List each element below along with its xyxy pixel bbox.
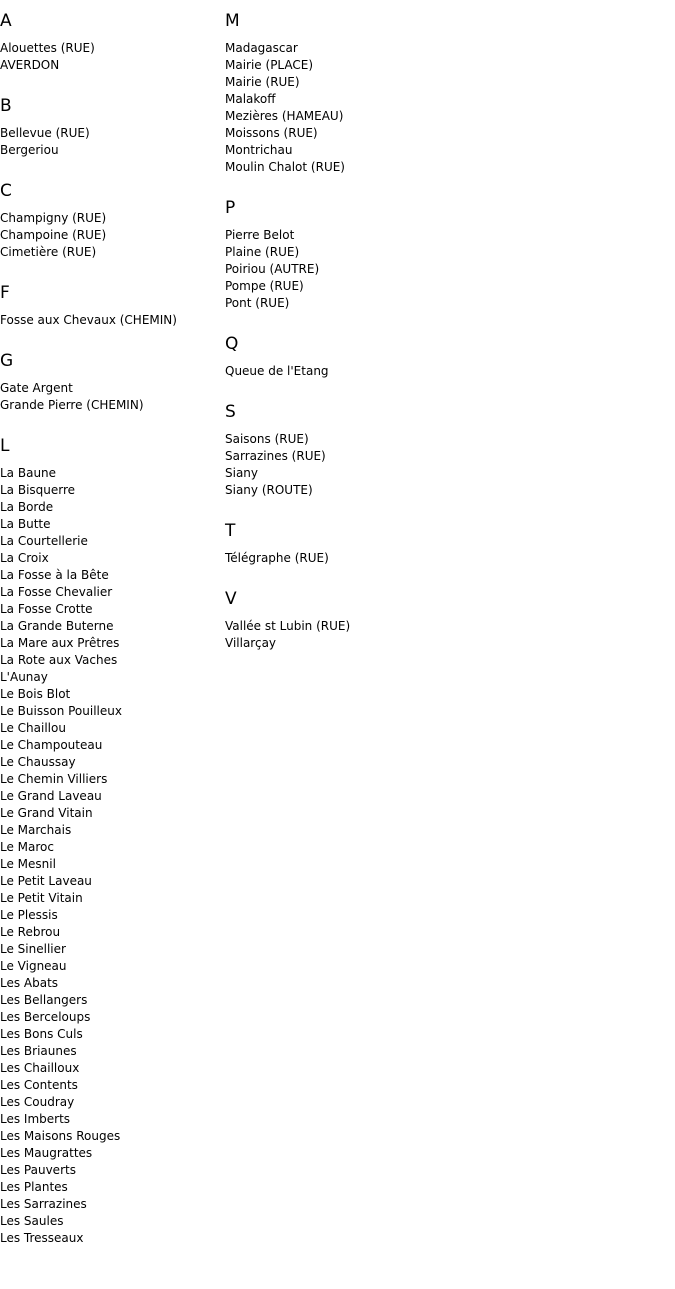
street-link[interactable]: Le Mesnil xyxy=(0,857,56,871)
street-link[interactable]: Les Berceloups xyxy=(0,1010,91,1024)
street-link[interactable]: La Baune xyxy=(0,466,57,480)
street-link[interactable]: Le Chaillou xyxy=(0,721,66,735)
street-link[interactable]: Les Plantes xyxy=(0,1180,68,1194)
street-list xyxy=(225,40,450,176)
street-link[interactable]: Champigny (RUE) xyxy=(0,211,107,225)
street-link[interactable]: La Courtellerie xyxy=(0,534,88,548)
street-link[interactable]: Les Coudray xyxy=(0,1095,75,1109)
right-column xyxy=(225,10,450,673)
street-link[interactable]: La Fosse à la Bête xyxy=(0,568,109,582)
street-link[interactable]: Alouettes (RUE) xyxy=(0,41,95,55)
street-list xyxy=(0,312,225,329)
street-link[interactable]: Le Champouteau xyxy=(0,738,103,752)
section-letter-heading: L xyxy=(0,436,10,456)
street-link[interactable]: Cimetière (RUE) xyxy=(0,245,97,259)
street-link[interactable]: Champoine (RUE) xyxy=(0,228,107,242)
street-link[interactable]: Poiriou (AUTRE) xyxy=(225,262,320,276)
street-link[interactable]: Les Bons Culs xyxy=(0,1027,83,1041)
letter-section xyxy=(0,95,225,159)
street-link[interactable]: La Butte xyxy=(0,517,51,531)
street-link[interactable]: Sarrazines (RUE) xyxy=(225,449,326,463)
street-link[interactable]: Les Sarrazines xyxy=(0,1197,87,1211)
street-link[interactable]: Les Abats xyxy=(0,976,59,990)
section-letter-heading: P xyxy=(225,198,236,218)
street-list xyxy=(0,210,225,261)
street-link[interactable]: Le Bois Blot xyxy=(0,687,71,701)
street-link[interactable]: Les Tresseaux xyxy=(0,1231,84,1245)
street-link[interactable]: Les Saules xyxy=(0,1214,64,1228)
street-link[interactable]: Bellevue (RUE) xyxy=(0,126,90,140)
section-letter-heading: A xyxy=(0,11,12,31)
letter-section xyxy=(0,180,225,261)
street-link[interactable]: Le Rebrou xyxy=(0,925,61,939)
street-link[interactable]: Les Chailloux xyxy=(0,1061,80,1075)
street-link[interactable]: Malakoff xyxy=(225,92,276,106)
street-link[interactable]: Mezières (HAMEAU) xyxy=(225,109,344,123)
street-link[interactable]: Siany (ROUTE) xyxy=(225,483,313,497)
street-link[interactable]: Le Sinellier xyxy=(0,942,66,956)
street-link[interactable]: Le Chemin Villiers xyxy=(0,772,108,786)
street-link[interactable]: Vallée st Lubin (RUE) xyxy=(225,619,351,633)
street-link[interactable]: La Fosse Chevalier xyxy=(0,585,113,599)
street-link[interactable]: Le Vigneau xyxy=(0,959,67,973)
street-link[interactable]: La Rote aux Vaches xyxy=(0,653,118,667)
section-letter-heading: T xyxy=(225,521,236,541)
letter-section xyxy=(225,10,450,176)
street-list xyxy=(0,465,225,1247)
street-list xyxy=(225,618,450,652)
left-column xyxy=(0,10,225,1268)
street-link[interactable]: Le Petit Vitain xyxy=(0,891,83,905)
street-link[interactable]: La Croix xyxy=(0,551,49,565)
street-link[interactable]: La Borde xyxy=(0,500,54,514)
section-letter-heading: C xyxy=(0,181,12,201)
section-letter-heading: M xyxy=(225,11,240,31)
letter-section xyxy=(225,197,450,312)
letter-section xyxy=(225,588,450,652)
letter-section xyxy=(225,401,450,499)
street-link[interactable]: Les Briaunes xyxy=(0,1044,77,1058)
street-link[interactable]: Fosse aux Chevaux (CHEMIN) xyxy=(0,313,177,327)
street-link[interactable]: La Bisquerre xyxy=(0,483,76,497)
street-link[interactable]: La Mare aux Prêtres xyxy=(0,636,120,650)
street-link[interactable]: Mairie (PLACE) xyxy=(225,58,314,72)
letter-section xyxy=(0,10,225,74)
letter-section xyxy=(225,520,450,567)
street-link[interactable]: Madagascar xyxy=(225,41,298,55)
street-link[interactable]: Grande Pierre (CHEMIN) xyxy=(0,398,144,412)
street-list xyxy=(225,363,450,380)
street-list xyxy=(0,125,225,159)
street-link[interactable]: Le Plessis xyxy=(0,908,58,922)
street-link[interactable]: Gate Argent xyxy=(0,381,73,395)
street-link[interactable]: AVERDON xyxy=(0,58,60,72)
street-link[interactable]: Siany xyxy=(225,466,259,480)
street-link[interactable]: La Grande Buterne xyxy=(0,619,114,633)
street-list xyxy=(225,431,450,499)
street-link[interactable]: Saisons (RUE) xyxy=(225,432,309,446)
street-link[interactable]: Villarçay xyxy=(225,636,277,650)
street-link[interactable]: Plaine (RUE) xyxy=(225,245,300,259)
letter-section xyxy=(0,350,225,414)
street-link[interactable]: Bergeriou xyxy=(0,143,59,157)
street-link[interactable]: L'Aunay xyxy=(0,670,48,684)
section-letter-heading: F xyxy=(0,283,10,303)
street-list xyxy=(225,550,450,567)
street-list xyxy=(225,227,450,312)
street-link[interactable]: Le Grand Laveau xyxy=(0,789,102,803)
section-letter-heading: V xyxy=(225,589,237,609)
street-link[interactable]: Les Contents xyxy=(0,1078,78,1092)
letter-section xyxy=(225,333,450,380)
street-link[interactable]: Pierre Belot xyxy=(225,228,295,242)
letter-section xyxy=(0,282,225,329)
street-link[interactable]: Le Marchais xyxy=(0,823,72,837)
street-link[interactable]: Les Maisons Rouges xyxy=(0,1129,121,1143)
street-link[interactable]: Pont (RUE) xyxy=(225,296,290,310)
street-link[interactable]: Les Pauverts xyxy=(0,1163,76,1177)
street-link[interactable]: La Fosse Crotte xyxy=(0,602,93,616)
street-list xyxy=(0,380,225,414)
street-link[interactable]: Les Bellangers xyxy=(0,993,88,1007)
street-link[interactable]: Le Grand Vitain xyxy=(0,806,93,820)
letter-section xyxy=(0,435,225,1247)
street-link[interactable]: Le Buisson Pouilleux xyxy=(0,704,122,718)
street-link[interactable]: Le Chaussay xyxy=(0,755,76,769)
street-link[interactable]: Les Maugrattes xyxy=(0,1146,93,1160)
section-letter-heading: Q xyxy=(225,334,239,354)
street-link[interactable]: Télégraphe (RUE) xyxy=(225,551,329,565)
street-link[interactable]: Le Petit Laveau xyxy=(0,874,92,888)
street-link[interactable]: Le Maroc xyxy=(0,840,54,854)
street-link[interactable]: Montrichau xyxy=(225,143,293,157)
section-letter-heading: G xyxy=(0,351,14,371)
street-link[interactable]: Queue de l'Etang xyxy=(225,364,329,378)
street-link[interactable]: Mairie (RUE) xyxy=(225,75,300,89)
street-link[interactable]: Pompe (RUE) xyxy=(225,279,304,293)
section-letter-heading: B xyxy=(0,96,12,116)
street-link[interactable]: Les Imberts xyxy=(0,1112,71,1126)
street-list xyxy=(0,40,225,74)
street-link[interactable]: Moulin Chalot (RUE) xyxy=(225,160,345,174)
section-letter-heading: S xyxy=(225,402,236,422)
street-link[interactable]: Moissons (RUE) xyxy=(225,126,318,140)
